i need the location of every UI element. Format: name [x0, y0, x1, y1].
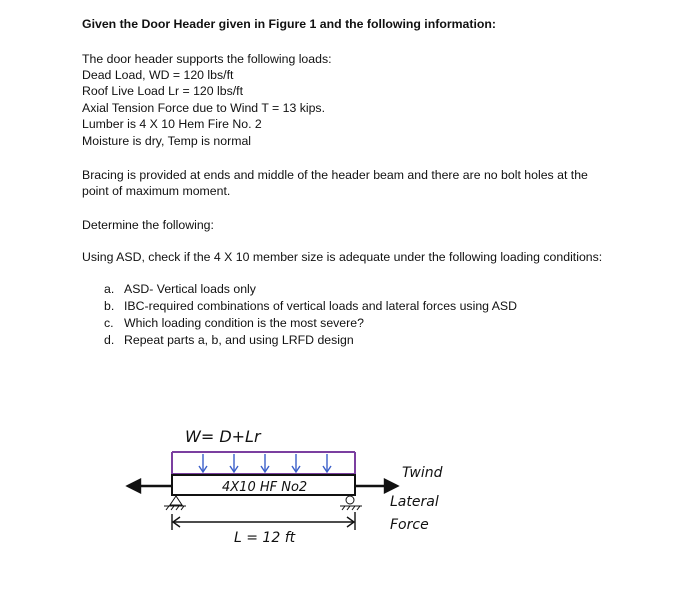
moisture-temp: Moisture is dry, Temp is normal — [82, 134, 252, 148]
bracing-line-1: Bracing is provided at ends and middle of the header beam and there are no bolt holes at the — [82, 168, 588, 182]
problem-title: Given the Door Header given in Figure 1 and the following information: — [82, 17, 497, 31]
roller-support — [340, 496, 362, 510]
loads-intro: The door header supports the following loads: — [82, 52, 332, 66]
length-label: L = 12 ft — [234, 530, 296, 546]
wind-label-3: Force — [390, 517, 429, 533]
determine-heading: Determine the following: — [82, 218, 214, 232]
load-label: W= D+Lr — [185, 427, 261, 446]
list-item: b. IBC-required combinations of vertical loads and lateral forces using ASD — [104, 299, 518, 313]
wind-label-2: Lateral — [390, 494, 439, 510]
dead-load: Dead Load, WD = 120 lbs/ft — [82, 68, 234, 82]
list-item: a. ASD- Vertical loads only — [104, 282, 256, 296]
beam-size-label: 4X10 HF No2 — [222, 480, 308, 495]
load-arrows — [199, 454, 331, 472]
pin-support — [164, 496, 186, 510]
list-item: c. Which loading condition is the most severe? — [104, 316, 364, 330]
bracing-line-2: point of maximum moment. — [82, 184, 231, 198]
lumber-spec: Lumber is 4 X 10 Hem Fire No. 2 — [82, 117, 262, 131]
axial-tension: Axial Tension Force due to Wind T = 13 kips. — [82, 101, 325, 115]
list-item: d. Repeat parts a, b, and using LRFD design — [104, 333, 354, 347]
wind-label-1: Twind — [402, 465, 443, 481]
roof-live-load: Roof Live Load Lr = 120 lbs/ft — [82, 84, 243, 98]
asd-check: Using ASD, check if the 4 X 10 member size is adequate under the following loading conditions: — [82, 250, 603, 264]
span-dimension — [172, 512, 355, 530]
